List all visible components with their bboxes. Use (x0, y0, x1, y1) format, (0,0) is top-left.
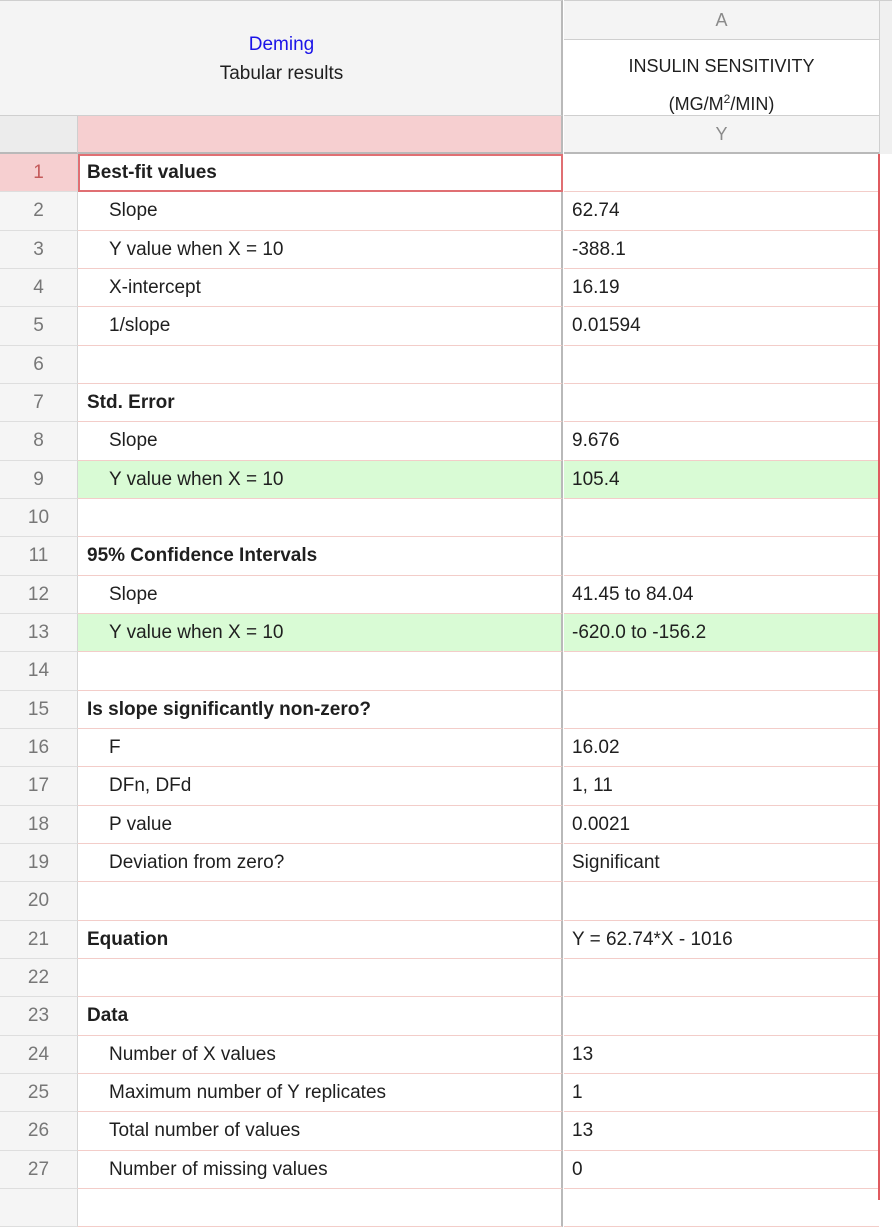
row-number[interactable]: 22 (0, 959, 78, 997)
row-number[interactable]: 15 (0, 691, 78, 729)
row-number[interactable]: 14 (0, 652, 78, 690)
row-value-cell[interactable] (564, 882, 879, 920)
row-number[interactable]: 26 (0, 1112, 78, 1150)
row-number[interactable]: 9 (0, 461, 78, 499)
table-row[interactable] (0, 652, 879, 690)
row-label-cell[interactable]: Total number of values (78, 1112, 563, 1150)
table-row[interactable] (0, 192, 879, 230)
row-value-cell[interactable]: 0 (564, 1151, 879, 1189)
row-value-cell[interactable]: Significant (564, 844, 879, 882)
row-label-cell[interactable]: Deviation from zero? (78, 844, 563, 882)
column-title-line1: INSULIN SENSITIVITY (628, 56, 815, 76)
row-value-cell[interactable]: Y = 62.74*X - 1016 (564, 921, 879, 959)
row-value-cell[interactable]: -620.0 to -156.2 (564, 614, 879, 652)
table-row[interactable] (0, 882, 879, 920)
row-label-cell[interactable] (78, 882, 563, 920)
row-number[interactable]: 16 (0, 729, 78, 767)
row-number[interactable]: 7 (0, 384, 78, 422)
table-row[interactable] (0, 154, 879, 192)
next-column-area (879, 0, 892, 1200)
table-row[interactable] (0, 1036, 879, 1074)
row-label-cell[interactable] (78, 499, 563, 537)
row-value-cell[interactable]: 62.74 (564, 192, 879, 230)
row-label-cell[interactable]: DFn, DFd (78, 767, 563, 805)
row-number[interactable]: 24 (0, 1036, 78, 1074)
row-number[interactable]: 10 (0, 499, 78, 537)
table-row[interactable] (0, 269, 879, 307)
row-label-cell[interactable] (78, 346, 563, 384)
row-value-cell[interactable] (564, 346, 879, 384)
table-row[interactable] (0, 499, 879, 537)
row-value-cell[interactable] (564, 384, 879, 422)
row-value-cell[interactable] (564, 652, 879, 690)
row-value-cell[interactable] (564, 1189, 879, 1227)
row-number[interactable] (0, 1189, 78, 1227)
row-number[interactable]: 11 (0, 537, 78, 575)
row-value-cell[interactable] (564, 997, 879, 1035)
row-value-cell[interactable]: 1, 11 (564, 767, 879, 805)
row-value-cell[interactable]: 41.45 to 84.04 (564, 576, 879, 614)
row-label-cell[interactable] (78, 959, 563, 997)
row-value-cell[interactable]: 1 (564, 1074, 879, 1112)
analysis-title[interactable]: Deming (248, 34, 315, 55)
row-number[interactable]: 20 (0, 882, 78, 920)
row-number[interactable]: 23 (0, 997, 78, 1035)
row-number[interactable]: 17 (0, 767, 78, 805)
table-row[interactable] (0, 346, 879, 384)
row-value-cell[interactable]: 105.4 (564, 461, 879, 499)
row-value-cell[interactable] (564, 691, 879, 729)
row-label-cell[interactable] (78, 1189, 563, 1227)
table-row[interactable] (0, 422, 879, 460)
row-number[interactable]: 25 (0, 1074, 78, 1112)
next-column-header[interactable] (879, 0, 892, 154)
row-value-cell[interactable] (564, 154, 879, 192)
results-title-header (0, 0, 563, 116)
row-number-header (0, 116, 78, 154)
table-row[interactable] (0, 997, 879, 1035)
row-number[interactable]: 4 (0, 269, 78, 307)
table-row[interactable] (0, 767, 879, 805)
row-value-cell[interactable] (564, 959, 879, 997)
row-value-cell[interactable] (564, 499, 879, 537)
row-number[interactable]: 21 (0, 921, 78, 959)
row-number[interactable]: 18 (0, 806, 78, 844)
row-value-cell[interactable]: -388.1 (564, 231, 879, 269)
table-row[interactable] (0, 384, 879, 422)
row-label-cell[interactable]: Y value when X = 10 (78, 231, 563, 269)
row-value-cell[interactable]: 13 (564, 1112, 879, 1150)
row-number[interactable]: 3 (0, 231, 78, 269)
row-label-cell[interactable]: F (78, 729, 563, 767)
table-row[interactable] (0, 1189, 879, 1227)
table-row[interactable] (0, 537, 879, 575)
row-number[interactable]: 13 (0, 614, 78, 652)
row-label-cell[interactable]: Equation (78, 921, 563, 959)
row-number[interactable]: 8 (0, 422, 78, 460)
column-right-border (878, 154, 880, 1200)
table-row[interactable] (0, 921, 879, 959)
title-column-subheader[interactable] (78, 116, 563, 154)
row-label-cell[interactable]: Is slope significantly non-zero? (78, 691, 563, 729)
row-value-cell[interactable]: 0.01594 (564, 307, 879, 345)
table-row[interactable] (0, 959, 879, 997)
analysis-subtitle: Tabular results (219, 63, 344, 84)
row-value-cell[interactable]: 16.02 (564, 729, 879, 767)
row-label-cell[interactable]: Maximum number of Y replicates (78, 1074, 563, 1112)
row-label-cell[interactable]: Std. Error (78, 384, 563, 422)
y-column-subheader: Y (564, 116, 879, 154)
row-value-cell[interactable]: 13 (564, 1036, 879, 1074)
row-label-cell[interactable]: Best-fit values (78, 154, 563, 192)
row-label-cell[interactable]: Slope (78, 576, 563, 614)
table-row[interactable] (0, 729, 879, 767)
table-row[interactable] (0, 844, 879, 882)
row-number[interactable]: 5 (0, 307, 78, 345)
column-title-line2: $(MG/M^2/MIN)$ (668, 92, 775, 114)
row-value-cell[interactable] (564, 537, 879, 575)
table-row[interactable] (0, 307, 879, 345)
row-label-cell[interactable]: Y value when X = 10 (78, 461, 563, 499)
row-label-cell[interactable]: 95% Confidence Intervals (78, 537, 563, 575)
table-row[interactable] (0, 806, 879, 844)
row-label-cell[interactable]: Data (78, 997, 563, 1035)
row-label-cell[interactable] (78, 652, 563, 690)
row-value-cell[interactable]: 0.0021 (564, 806, 879, 844)
column-title-header[interactable] (564, 40, 879, 116)
column-letter-header[interactable]: A (564, 0, 879, 40)
row-label-cell[interactable]: 1/slope (78, 307, 563, 345)
row-label-cell[interactable]: Number of X values (78, 1036, 563, 1074)
row-value-cell[interactable]: 16.19 (564, 269, 879, 307)
row-number[interactable]: 6 (0, 346, 78, 384)
row-number[interactable]: 12 (0, 576, 78, 614)
table-row[interactable] (0, 576, 879, 614)
row-label-cell[interactable]: Slope (78, 422, 563, 460)
row-label-cell[interactable]: X-intercept (78, 269, 563, 307)
row-label-cell[interactable]: Y value when X = 10 (78, 614, 563, 652)
row-label-cell[interactable]: P value (78, 806, 563, 844)
row-number[interactable]: 27 (0, 1151, 78, 1189)
table-row[interactable] (0, 231, 879, 269)
row-label-cell[interactable]: Number of missing values (78, 1151, 563, 1189)
row-label-cell[interactable]: Slope (78, 192, 563, 230)
row-number[interactable]: 1 (0, 154, 78, 192)
row-number[interactable]: 19 (0, 844, 78, 882)
table-row[interactable] (0, 691, 879, 729)
table-row[interactable] (0, 1074, 879, 1112)
table-row[interactable] (0, 614, 879, 652)
table-row[interactable] (0, 461, 879, 499)
table-row[interactable] (0, 1112, 879, 1150)
table-row[interactable] (0, 1151, 879, 1189)
row-number[interactable]: 2 (0, 192, 78, 230)
row-value-cell[interactable]: 9.676 (564, 422, 879, 460)
